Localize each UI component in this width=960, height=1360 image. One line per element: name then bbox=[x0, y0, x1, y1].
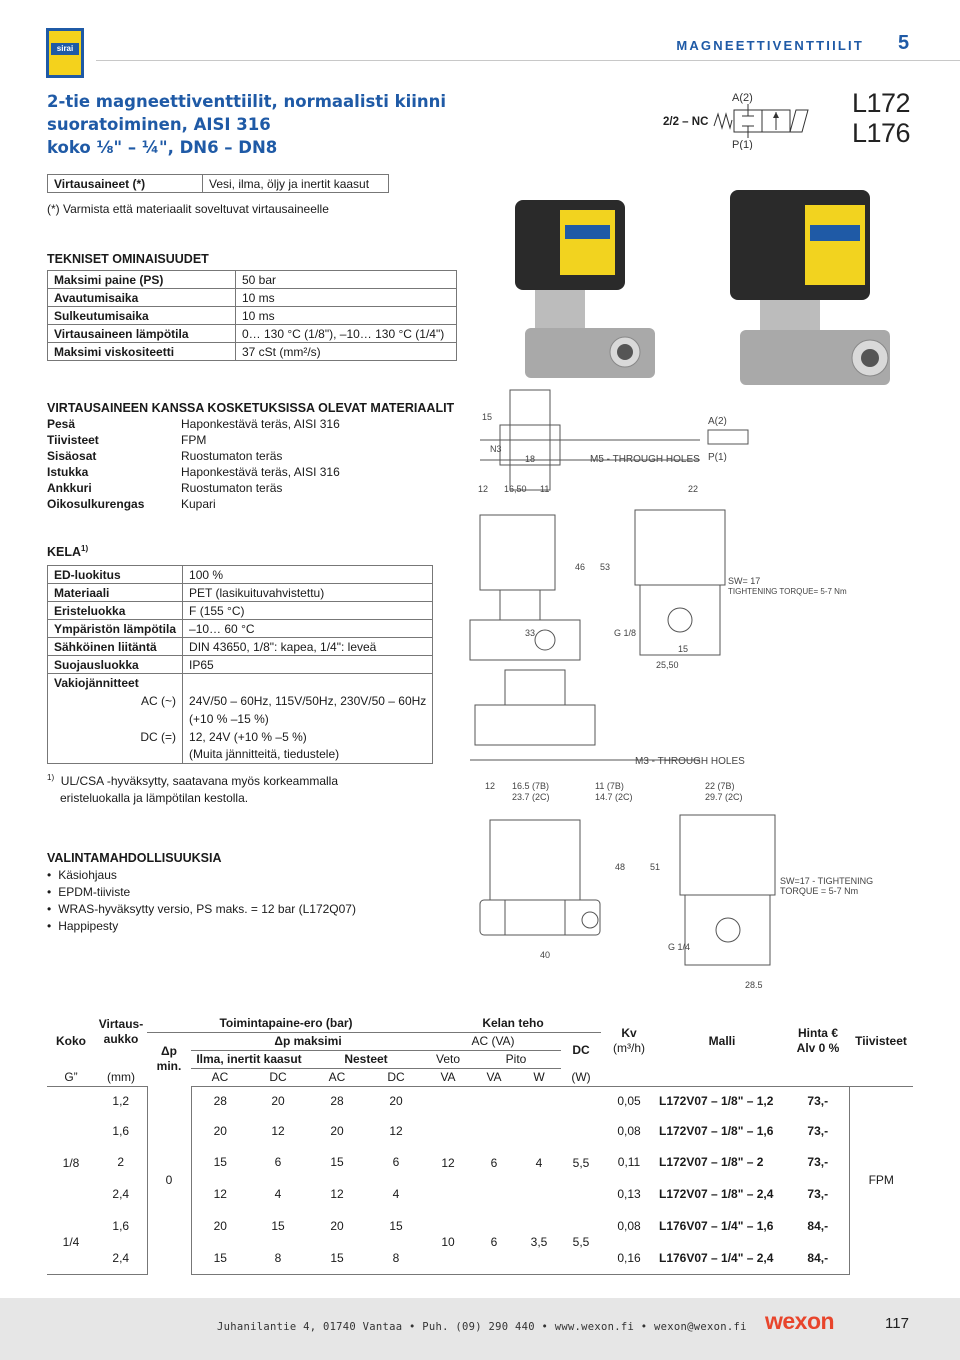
specs-table: Maksimi paine (PS) 50 bar Avautumisaika 10 ms Sulkeutumisaika 10 ms Virtausaineen lämpötila 0… 130 °C (1/8"), –10… 130 °C (1/4") Maksimi viskositeetti 37 cSt (mm²/s) bbox=[47, 270, 457, 361]
svg-text:16,50: 16,50 bbox=[504, 484, 527, 494]
media-table bbox=[47, 174, 389, 193]
svg-text:P(1): P(1) bbox=[732, 139, 753, 150]
svg-text:SW= 17: SW= 17 bbox=[728, 576, 761, 586]
product-table: Koko Virtaus- aukko Toimintapaine-ero (bar) Kelan teho Kv (m³/h) Malli Hinta € Alv 0 % Tiivisteet Δp min. Δp maksimi AC (VA) DC Ilma, inertit kaasut Nesteet Veto Pito G” (mm) AC DC AC DC VA VA W (W) 1,2 0 28 20 28 20 0,05 L172V07 – 1/8" – 1,2 73,- FPM 1/8 1,6 20 12 20 12 12 6 4 5,5 0,08 L172V07 – 1/8" – 1,6 73,- 2 15 6 15 6 0,11 L172V07 – 1/8" – 2 73,- 2,4 12 4 12 4 0,13 L172V07 – 1/8" – 2,4 73,- 1/4 1,6 20 15 20 15 10 6 3,5 5,5 0,08 L176V07 – 1/4" – 1,6 84,- 2,4 15 8 15 8 0,16 L176V07 – 1/4" – 2,4 84,- bbox=[47, 1014, 913, 1275]
svg-text:46: 46 bbox=[575, 562, 586, 572]
technical-drawing bbox=[460, 380, 950, 990]
model-name-l172: L172 bbox=[852, 88, 911, 118]
section-title: MAGNEETTIVENTTIILIT bbox=[676, 38, 864, 53]
svg-text:SW=17 - TIGHTENING: SW=17 - TIGHTENING bbox=[780, 876, 874, 886]
valve-symbol bbox=[712, 88, 822, 150]
svg-text:22 (7B): 22 (7B) bbox=[705, 781, 735, 791]
svg-text:25,50: 25,50 bbox=[656, 660, 679, 670]
list-item: • WRAS-hyväksytty versio, PS maks. = 12 bar (L172Q07) bbox=[47, 901, 356, 918]
coil-footnote: $^{1)}$ UL/CSA -hyväksytty, saatavana myös korkeammalla eristeluokalla ja lämpötilan kestolla. bbox=[47, 773, 339, 805]
svg-text:11 (7B): 11 (7B) bbox=[595, 781, 624, 791]
svg-text:33: 33 bbox=[525, 628, 536, 638]
svg-text:15: 15 bbox=[482, 412, 493, 422]
table-row: 1/8 1,6 20 12 20 12 12 6 4 5,5 0,08 L172V07 – 1/8" – 1,6 73,- bbox=[62, 1124, 829, 1170]
table-row: 2 15 6 15 6 0,11 L172V07 – 1/8" – 2 73,- bbox=[117, 1155, 829, 1169]
svg-text:TORQUE = 5-7 Nm: TORQUE = 5-7 Nm bbox=[780, 886, 859, 896]
media-note: (*) Varmista että materiaalit soveltuvat virtausaineelle bbox=[47, 202, 329, 216]
list-item: • Käsiohjaus bbox=[47, 867, 356, 884]
section-number: 5 bbox=[898, 32, 910, 54]
page-title: 2-tie magneettiventtiilit, normaalisti kiinni suoratoiminen, AISI 316 koko ⅛" – ¼", DN6 – DN8 bbox=[47, 92, 447, 157]
coil-heading: KELA$^{1)}$ bbox=[47, 544, 89, 560]
svg-text:M3 - THROUGH HOLES: M3 - THROUGH HOLES bbox=[635, 756, 745, 767]
footer-address: Juhanilantie 4, 01740 Vantaa • Puh. (09) 290 440 • www.wexon.fi • wexon@wexon.fi bbox=[217, 1321, 747, 1333]
model-name-l176: L176 bbox=[852, 118, 911, 148]
svg-text:M5 - THROUGH HOLES: M5 - THROUGH HOLES bbox=[590, 454, 700, 465]
logo-text: sirai bbox=[51, 43, 79, 55]
table-row: 1,2 0 28 20 28 20 0,05 L172V07 – 1/8" – 1,2 73,- FPM bbox=[47, 1086, 913, 1116]
svg-text:40: 40 bbox=[540, 950, 551, 960]
coil-table: ED-luokitus 100 % Materiaali PET (lasikuituvahvistettu) Eristeluokka F (155 °C) Ympäristön lämpötila –10… 60 °C Sähköinen liitäntä DIN 43650, 1/8": kapea, 1/4": leveä Suojausluokka IP65 Vakiojännitteet AC (~) 24V/50 – 60Hz, 115V/50Hz, 230V/50 – 60Hz (+10 % –15 %) DC (=) 12, 24V (+10 % –5 %) (Muita jännitteitä, tiedustele) bbox=[47, 565, 433, 764]
media-value: Vesi, ilma, öljy ja inertit kaasut bbox=[203, 175, 389, 193]
svg-text:16.5 (7B): 16.5 (7B) bbox=[512, 781, 550, 791]
page-number: 117 bbox=[885, 1315, 909, 1332]
materials-heading: VIRTAUSAINEEN KANSSA KOSKETUKSISSA OLEVAT MATERIAALIT bbox=[47, 401, 455, 415]
svg-text:28.5: 28.5 bbox=[745, 980, 763, 990]
svg-text:12: 12 bbox=[478, 484, 489, 494]
media-label: Virtausaineet (*) bbox=[48, 175, 203, 193]
svg-text:N3: N3 bbox=[490, 444, 502, 454]
svg-text:P(1): P(1) bbox=[708, 452, 727, 463]
svg-text:12: 12 bbox=[485, 781, 496, 791]
svg-text:A(2): A(2) bbox=[732, 92, 753, 104]
table-row: 1/4 1,6 20 15 20 15 10 6 3,5 5,5 0,08 L176V07 – 1/4" – 1,6 84,- bbox=[47, 1210, 913, 1242]
svg-text:29.7 (2C): 29.7 (2C) bbox=[705, 792, 743, 802]
svg-text:G 1/8: G 1/8 bbox=[614, 628, 637, 638]
table-row: 2,4 12 4 12 4 0,13 L172V07 – 1/8" – 2,4 73,- bbox=[112, 1187, 829, 1201]
nc-label: 2/2 – NC bbox=[663, 116, 709, 128]
sirai-logo bbox=[46, 28, 84, 78]
list-item: • EPDM-tiiviste bbox=[47, 884, 356, 901]
list-item: • Happipesty bbox=[47, 918, 356, 935]
svg-text:TIGHTENING TORQUE= 5-7 Nm: TIGHTENING TORQUE= 5-7 Nm bbox=[728, 587, 847, 596]
specs-heading: TEKNISET OMINAISUUDET bbox=[47, 252, 209, 266]
svg-text:53: 53 bbox=[600, 562, 611, 572]
wexon-logo: wexon bbox=[765, 1308, 835, 1334]
svg-text:18: 18 bbox=[525, 454, 536, 464]
svg-text:51: 51 bbox=[650, 862, 661, 872]
options-list bbox=[47, 867, 356, 935]
svg-text:22: 22 bbox=[688, 484, 699, 494]
svg-text:48: 48 bbox=[615, 862, 626, 872]
header-divider bbox=[96, 60, 960, 61]
svg-text:23.7 (2C): 23.7 (2C) bbox=[512, 792, 550, 802]
svg-text:15: 15 bbox=[678, 644, 689, 654]
svg-text:A(2): A(2) bbox=[708, 416, 727, 427]
svg-text:14.7 (2C): 14.7 (2C) bbox=[595, 792, 633, 802]
svg-text:G 1/4: G 1/4 bbox=[668, 942, 691, 952]
options-heading: VALINTAMAHDOLLISUUKSIA bbox=[47, 851, 222, 865]
product-photo bbox=[505, 170, 925, 390]
svg-text:11: 11 bbox=[540, 484, 550, 494]
table-row: 2,4 15 8 15 8 0,16 L176V07 – 1/4" – 2,4 84,- bbox=[47, 1242, 913, 1274]
